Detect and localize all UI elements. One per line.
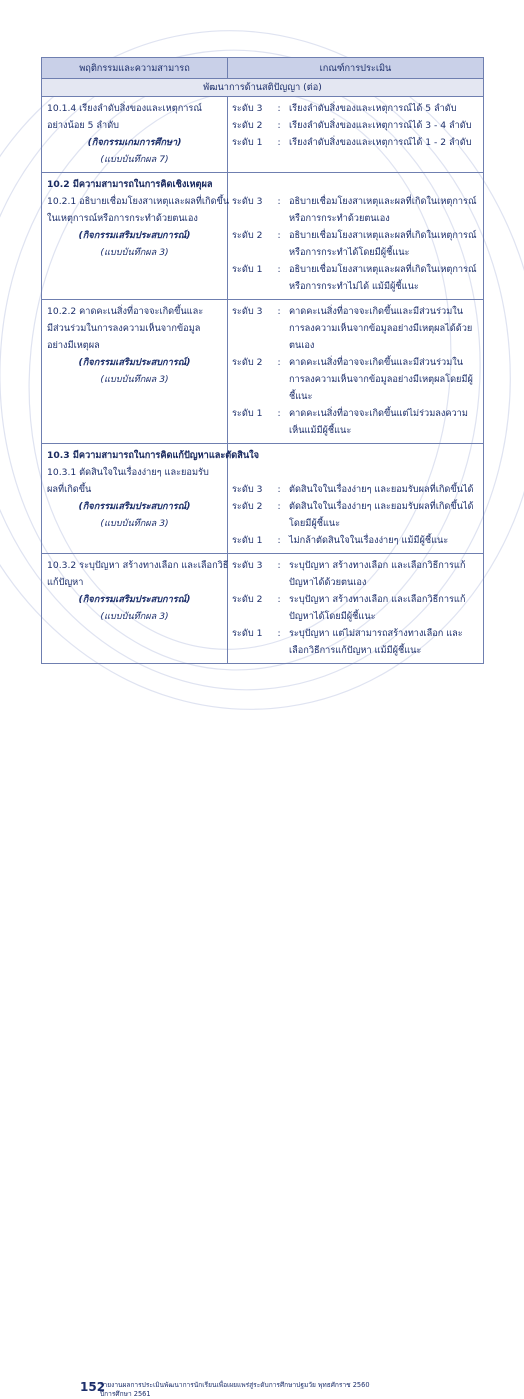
activity-label: (กิจกรรมเกมการศึกษา) <box>87 137 182 148</box>
footer-line: รายงานผลการประเมินพัฒนาการนักเรียนเพื่อเผยแพร่สู่ระดับการศึกษาปฐมวัย พุทธศักราช 2560 <box>100 1381 370 1389</box>
level-label: ระดับ 2 <box>232 594 263 605</box>
behavior-text: 10.2.2 คาดคะเนสิ่งที่อาจจะเกิดขึ้นและ <box>47 306 204 317</box>
colon-separator: : <box>277 628 281 639</box>
colon-separator: : <box>277 120 281 131</box>
colon-separator: : <box>277 408 281 419</box>
criteria-item <box>232 591 478 625</box>
behavior-text: 10.1.4 เรียงลำดับสิ่งของและเหตุการณ์ <box>47 103 202 114</box>
criteria-cell <box>228 554 484 664</box>
criteria-item <box>232 498 478 532</box>
behavior-cell <box>42 554 228 664</box>
header-behavior: พฤติกรรมและความสามารถ <box>42 58 228 79</box>
colon-separator: : <box>277 264 281 275</box>
criteria-text: คาดคะเนสิ่งที่อาจจะเกิดขึ้นและมีส่วนร่วมในการลงความเห็นจากข้อมูลอย่างมีเหตุผลได้ด้วยตนเอง <box>289 306 473 351</box>
criteria-item <box>232 134 478 151</box>
criteria-text: อธิบายเชื่อมโยงสาเหตุและผลที่เกิดในเหตุการณ์หรือการกระทำไม่ได้ แม้มีผู้ชี้แนะ <box>289 264 477 292</box>
criteria-item <box>232 227 478 261</box>
level-label: ระดับ 3 <box>232 196 263 207</box>
behavior-cell <box>42 97 228 173</box>
behavior-text: 10.2.1 อธิบายเชื่อมโยงสาเหตุและผลที่เกิดขึ้น <box>47 196 230 207</box>
behavior-text: อย่างน้อย 5 ลำดับ <box>47 120 120 131</box>
criteria-text: เรียงลำดับสิ่งของและเหตุการณ์ได้ 3 - 4 ลำดับ <box>289 120 472 131</box>
section-title: พัฒนาการด้านสติปัญญา (ต่อ) <box>42 79 484 97</box>
level-label: ระดับ 2 <box>232 357 263 368</box>
colon-separator: : <box>277 306 281 317</box>
table-row <box>42 173 484 300</box>
behavior-text: มีส่วนร่วมในการลงความเห็นจากข้อมูล <box>47 323 201 334</box>
criteria-text: อธิบายเชื่อมโยงสาเหตุและผลที่เกิดในเหตุการณ์หรือการกระทำได้โดยมีผู้ชี้แนะ <box>289 230 477 258</box>
criteria-item <box>232 261 478 295</box>
colon-separator: : <box>277 357 281 368</box>
section-row <box>42 79 484 97</box>
footer-line: ปีการศึกษา 2561 <box>100 1390 151 1398</box>
spacer <box>232 447 478 481</box>
colon-separator: : <box>277 501 281 512</box>
activity-label: (กิจกรรมเสริมประสบการณ์) <box>78 357 191 368</box>
criteria-item <box>232 532 478 549</box>
colon-separator: : <box>277 103 281 114</box>
table-row <box>42 444 484 554</box>
colon-separator: : <box>277 230 281 241</box>
table-row <box>42 300 484 444</box>
criteria-text: ตัดสินใจในเรื่องง่ายๆ และยอมรับผลที่เกิดขึ้นได้โดยมีผู้ชี้แนะ <box>289 501 474 529</box>
criteria-item <box>232 405 478 439</box>
table-row <box>42 97 484 173</box>
page-number: 152 <box>80 1380 106 1394</box>
criteria-item <box>232 625 478 659</box>
record-label: (แบบบันทึกผล 3) <box>100 611 169 622</box>
criteria-text: ระบุปัญหา แต่ไม่สามารถสร้างทางเลือก และเลือกวิธีการแก้ปัญหา แม้มีผู้ชี้แนะ <box>289 628 463 656</box>
criteria-item <box>232 193 478 227</box>
level-label: ระดับ 1 <box>232 408 263 419</box>
behavior-text: ผลที่เกิดขึ้น <box>47 484 92 495</box>
criteria-text: คาดคะเนสิ่งที่อาจจะเกิดขึ้นแต่ไม่ร่วมลงความเห็นแม้มีผู้ชี้แนะ <box>289 408 468 436</box>
activity-label: (กิจกรรมเสริมประสบการณ์) <box>78 230 191 241</box>
record-label: (แบบบันทึกผล 3) <box>100 247 169 258</box>
criteria-item <box>232 354 478 405</box>
criteria-item <box>232 100 478 117</box>
level-label: ระดับ 1 <box>232 137 263 148</box>
colon-separator: : <box>277 137 281 148</box>
evaluation-table <box>41 57 484 664</box>
colon-separator: : <box>277 535 281 546</box>
criteria-item <box>232 303 478 354</box>
criteria-cell <box>228 300 484 444</box>
criteria-text: เรียงลำดับสิ่งของและเหตุการณ์ได้ 1 - 2 ลำดับ <box>289 137 472 148</box>
behavior-text: อย่างมีเหตุผล <box>47 340 100 351</box>
criteria-cell <box>228 97 484 173</box>
subheading: 10.2 มีความสามารถในการคิดเชิงเหตุผล <box>47 179 213 190</box>
level-label: ระดับ 1 <box>232 628 263 639</box>
spacer <box>232 176 478 193</box>
record-label: (แบบบันทึกผล 3) <box>100 374 169 385</box>
table-header-row <box>42 58 484 79</box>
level-label: ระดับ 3 <box>232 103 263 114</box>
colon-separator: : <box>277 560 281 571</box>
activity-label: (กิจกรรมเสริมประสบการณ์) <box>78 501 191 512</box>
behavior-cell <box>42 300 228 444</box>
criteria-text: ไม่กล้าตัดสินใจในเรื่องง่ายๆ แม้มีผู้ชี้แนะ <box>289 535 449 546</box>
activity-label: (กิจกรรมเสริมประสบการณ์) <box>78 594 191 605</box>
behavior-text: แก้ปัญหา <box>47 577 84 588</box>
behavior-cell <box>42 173 228 300</box>
record-label: (แบบบันทึกผล 3) <box>100 518 169 529</box>
criteria-text: เรียงลำดับสิ่งของและเหตุการณ์ได้ 5 ลำดับ <box>289 103 457 114</box>
colon-separator: : <box>277 484 281 495</box>
colon-separator: : <box>277 594 281 605</box>
subheading: 10.3 มีความสามารถในการคิดแก้ปัญหาและตัดสินใจ <box>47 450 259 461</box>
level-label: ระดับ 2 <box>232 501 263 512</box>
behavior-text: 10.3.1 ตัดสินใจในเรื่องง่ายๆ และยอมรับ <box>47 467 209 478</box>
behavior-text: 10.3.2 ระบุปัญหา สร้างทางเลือก และเลือกวิธี <box>47 560 229 571</box>
level-label: ระดับ 2 <box>232 230 263 241</box>
criteria-cell <box>228 173 484 300</box>
criteria-item <box>232 481 478 498</box>
footer-text <box>100 1381 520 1399</box>
header-criteria: เกณฑ์การประเมิน <box>228 58 484 79</box>
level-label: ระดับ 2 <box>232 120 263 131</box>
colon-separator: : <box>277 196 281 207</box>
record-label: (แบบบันทึกผล 7) <box>100 154 169 165</box>
level-label: ระดับ 1 <box>232 264 263 275</box>
level-label: ระดับ 3 <box>232 306 263 317</box>
criteria-text: ตัดสินใจในเรื่องง่ายๆ และยอมรับผลที่เกิดขึ้นได้ <box>289 484 474 495</box>
criteria-item <box>232 557 478 591</box>
criteria-cell <box>228 444 484 554</box>
criteria-text: ระบุปัญหา สร้างทางเลือก และเลือกวิธีการแก้ปัญหาได้ด้วยตนเอง <box>289 560 466 588</box>
behavior-text: ในเหตุการณ์หรือการกระทำด้วยตนเอง <box>47 213 198 224</box>
criteria-text: คาดคะเนสิ่งที่อาจจะเกิดขึ้นและมีส่วนร่วมในการลงความเห็นจากข้อมูลอย่างมีเหตุผลโดยมีผู้ชี้แนะ <box>289 357 473 402</box>
criteria-text: อธิบายเชื่อมโยงสาเหตุและผลที่เกิดในเหตุการณ์หรือการกระทำด้วยตนเอง <box>289 196 477 224</box>
table-row <box>42 554 484 664</box>
level-label: ระดับ 1 <box>232 535 263 546</box>
criteria-item <box>232 117 478 134</box>
level-label: ระดับ 3 <box>232 484 263 495</box>
level-label: ระดับ 3 <box>232 560 263 571</box>
criteria-text: ระบุปัญหา สร้างทางเลือก และเลือกวิธีการแก้ปัญหาได้โดยมีผู้ชี้แนะ <box>289 594 466 622</box>
